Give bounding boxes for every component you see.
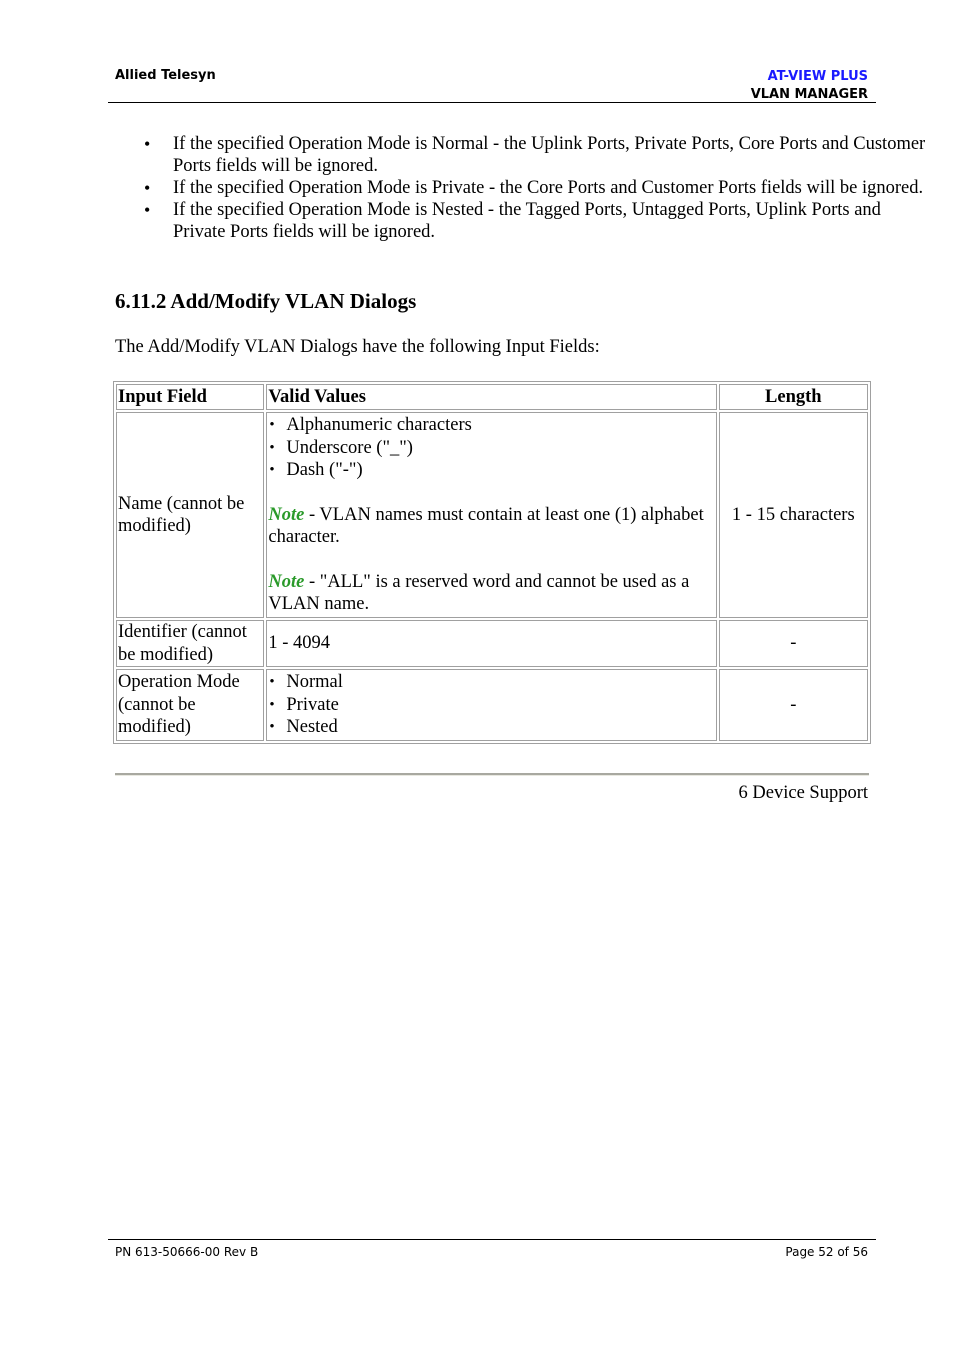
cell-name-values [266, 412, 716, 618]
cell-identifier-length: - [719, 620, 868, 667]
name-values-list [268, 414, 714, 482]
section-separator-highlight [115, 775, 869, 776]
note-letter-requirement [268, 504, 714, 549]
table-row [116, 620, 868, 667]
table-header-row [116, 384, 868, 410]
cell-operation-mode-values [266, 669, 716, 741]
operation-mode-bullets [115, 133, 933, 243]
footer-page-number: Page 52 of 56 [785, 1245, 868, 1259]
cell-field-operation-mode: Operation Mode (cannot be modified) [116, 669, 264, 741]
list-item: • Alphanumeric characters [268, 414, 714, 437]
spacer [268, 482, 714, 504]
operation-mode-list [268, 671, 714, 739]
list-item: • Dash ("-") [268, 459, 714, 482]
header-length: Length [719, 384, 868, 410]
header-module: VLAN MANAGER [750, 87, 868, 102]
section-intro: The Add/Modify VLAN Dialogs have the following Input Fields: [115, 337, 600, 357]
header-company: Allied Telesyn [115, 68, 216, 83]
table-row [116, 669, 868, 741]
table-row [116, 412, 868, 618]
cell-name-length: 1 - 15 characters [719, 412, 868, 618]
footer-divider [108, 1239, 876, 1240]
header-input-field: Input Field [116, 384, 264, 410]
cell-operation-mode-length: - [719, 669, 868, 741]
bullet-item: • If the specified Operation Mode is Normal - the Uplink Ports, Private Ports, Core Ports and Customer Ports fields will be ignored. [173, 133, 933, 177]
header-divider [108, 102, 876, 103]
input-fields-table [113, 381, 871, 744]
note-label: Note [268, 504, 305, 525]
cell-identifier-values: 1 - 4094 [266, 620, 716, 667]
cell-field-identifier: Identifier (cannot be modified) [116, 620, 264, 667]
bullet-item: • If the specified Operation Mode is Nested - the Tagged Ports, Untagged Ports, Uplink Ports and Private Ports fields will be ignored. [173, 199, 933, 243]
list-item: • Normal [268, 671, 714, 694]
list-item: • Nested [268, 716, 714, 739]
footer-part-number: PN 613-50666-00 Rev B [115, 1245, 259, 1259]
section-title: 6.11.2 Add/Modify VLAN Dialogs [115, 289, 417, 313]
header-valid-values: Valid Values [266, 384, 716, 410]
note-text: - VLAN names must contain at least one (1) alphabet character. [268, 504, 704, 548]
list-item: • Private [268, 694, 714, 717]
chapter-footer: 6 Device Support [738, 783, 868, 803]
list-item: • Underscore ("_") [268, 437, 714, 460]
cell-field-name: Name (cannot be modified) [116, 412, 264, 618]
note-reserved-word [268, 571, 714, 616]
note-text: - "ALL" is a reserved word and cannot be used as a VLAN name. [268, 571, 690, 615]
header-product-block [751, 68, 868, 104]
note-label: Note [268, 571, 305, 592]
spacer [268, 549, 714, 571]
header-product: AT-VIEW PLUS [767, 69, 868, 84]
bullet-item: • If the specified Operation Mode is Private - the Core Ports and Customer Ports fields will be ignored. [173, 177, 933, 199]
